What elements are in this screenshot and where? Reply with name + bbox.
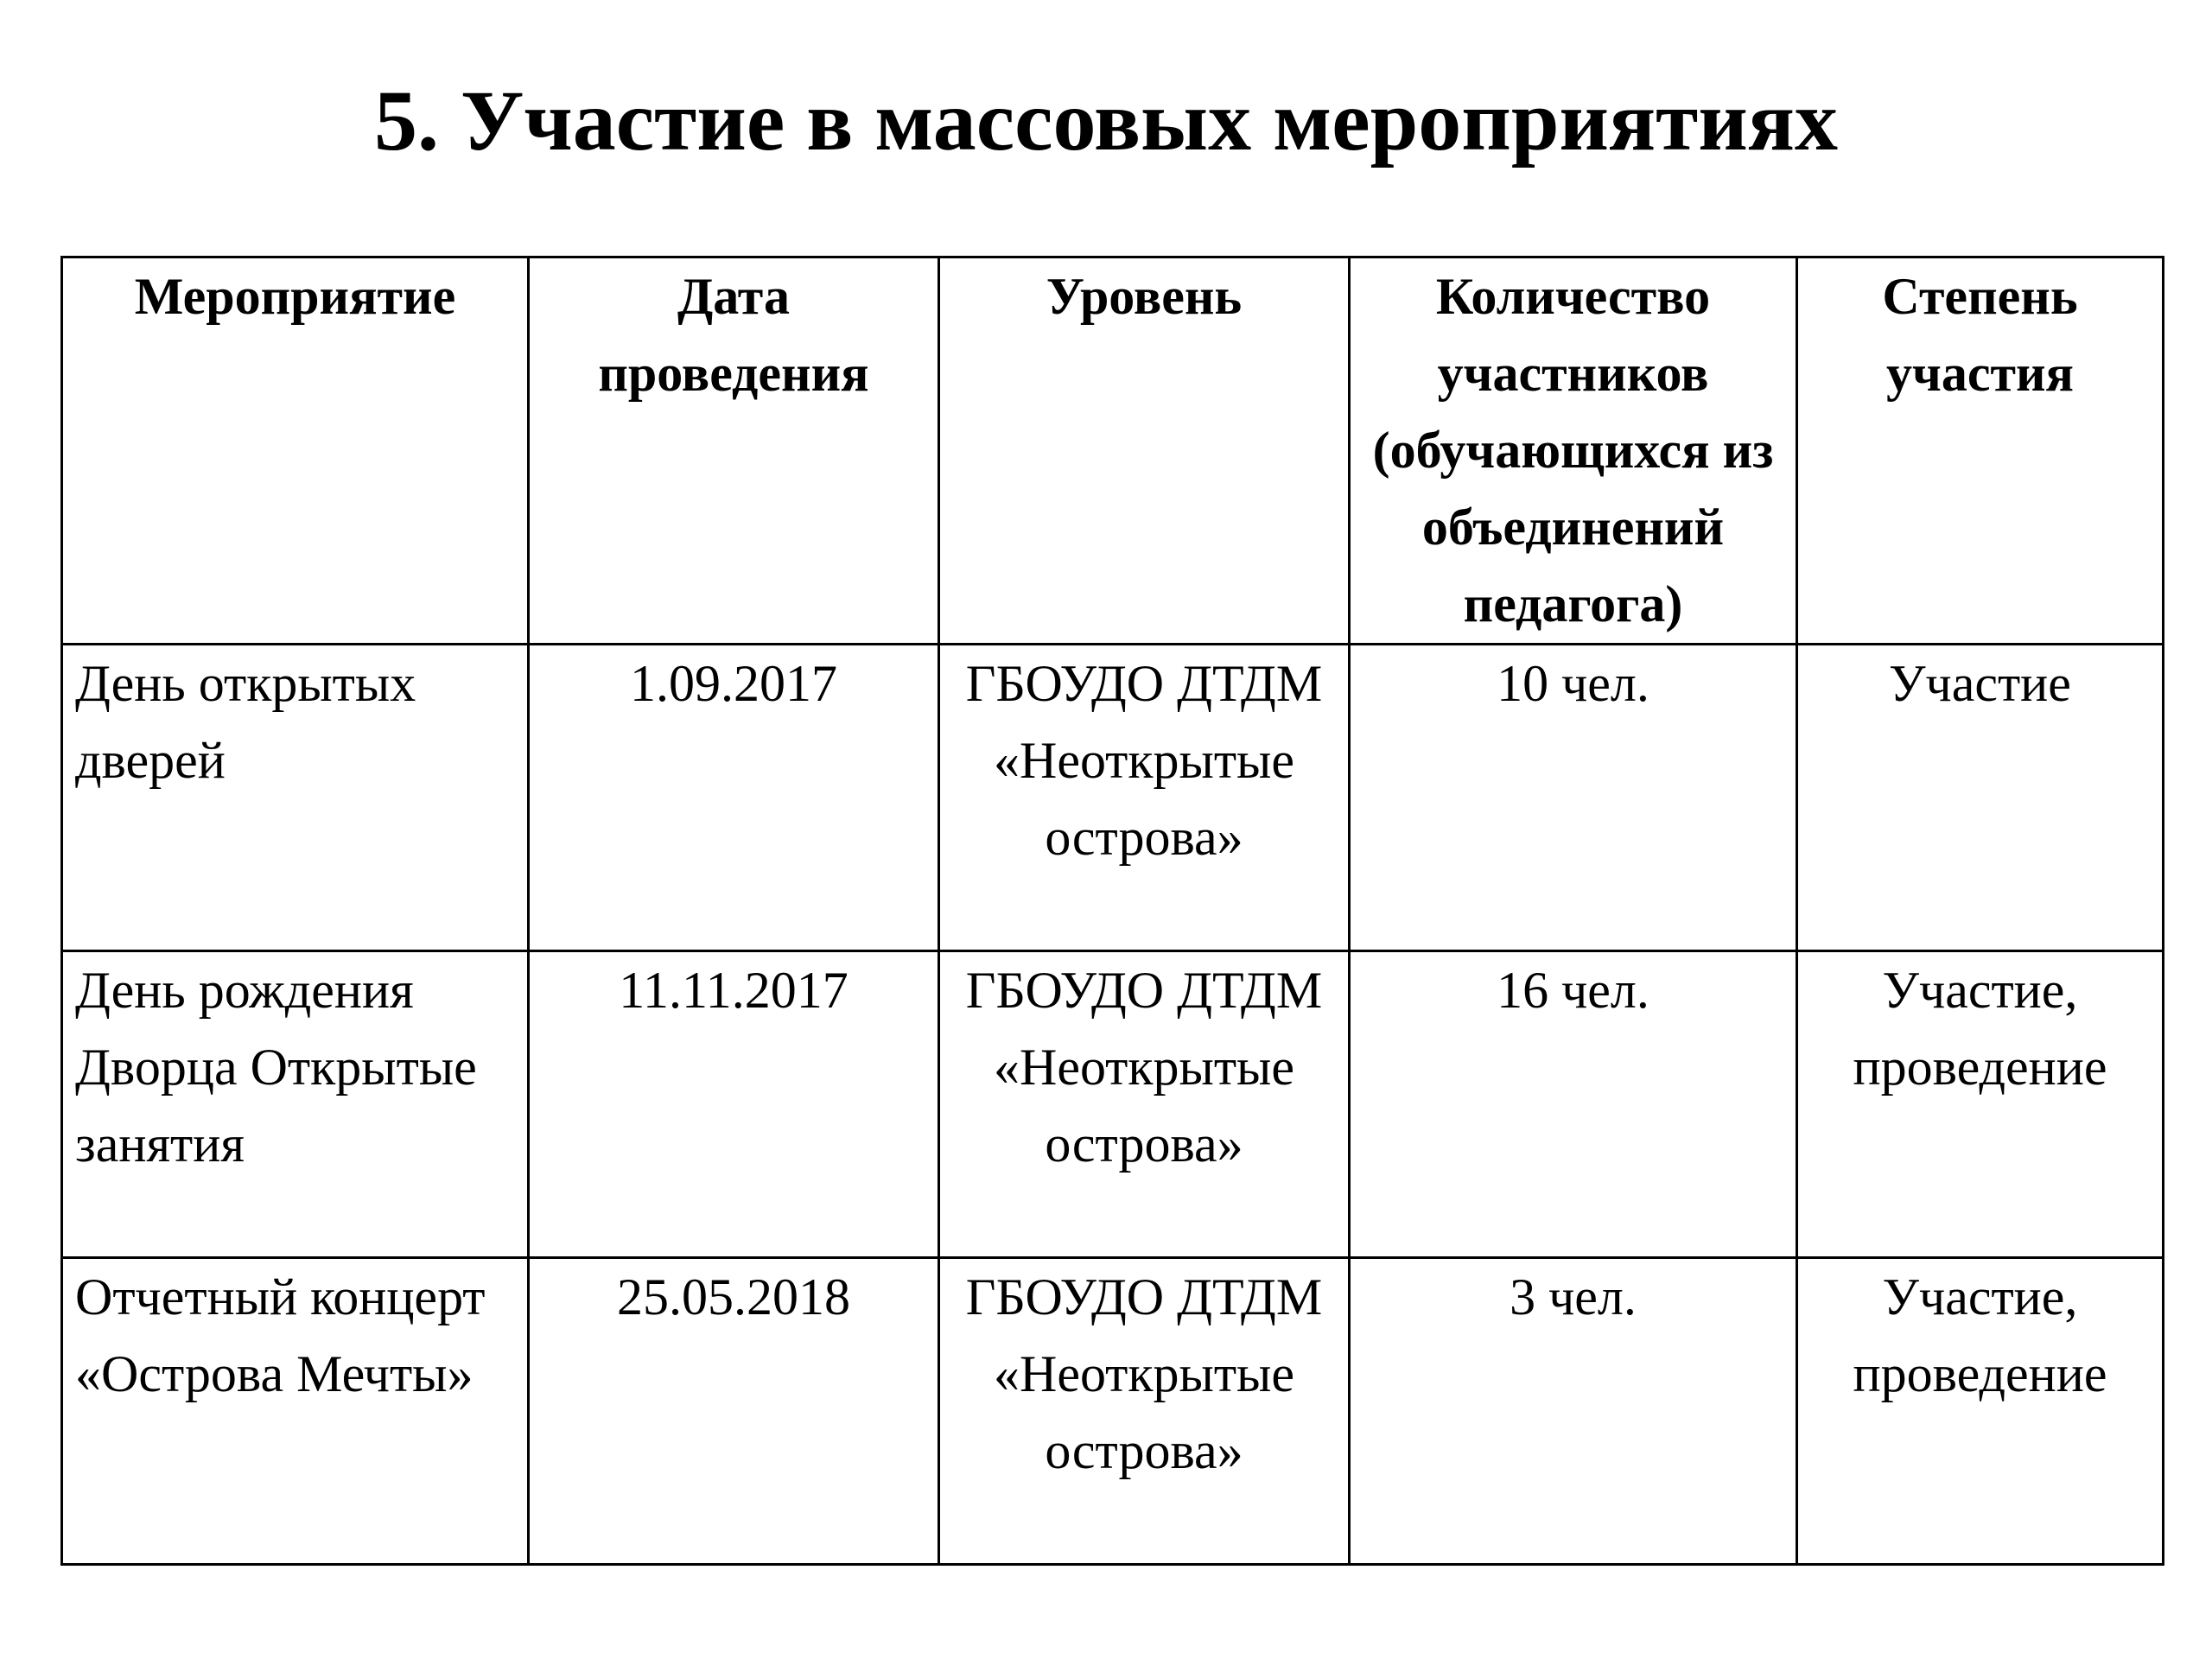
cell-level: ГБОУДО ДТДМ «Неоткрытые острова» — [939, 645, 1350, 951]
cell-event: День открытых дверей — [62, 645, 529, 951]
header-degree: Степень участия — [1797, 257, 2164, 645]
table-row — [62, 645, 2164, 951]
cell-participants: 10 чел. — [1350, 645, 1797, 951]
cell-date: 11.11.2017 — [529, 951, 939, 1258]
header-date: Дата проведения — [529, 257, 939, 645]
table-header-row — [62, 257, 2164, 645]
header-level: Уровень — [939, 257, 1350, 645]
cell-degree: Участие, проведение — [1797, 951, 2164, 1258]
cell-degree: Участие — [1797, 645, 2164, 951]
cell-participants: 3 чел. — [1350, 1258, 1797, 1565]
header-participants: Количество участников (обучающихся из объединений педагога) — [1350, 257, 1797, 645]
cell-level: ГБОУДО ДТДМ «Неоткрытые острова» — [939, 1258, 1350, 1565]
cell-level: ГБОУДО ДТДМ «Неоткрытые острова» — [939, 951, 1350, 1258]
cell-date: 25.05.2018 — [529, 1258, 939, 1565]
cell-degree: Участие, проведение — [1797, 1258, 2164, 1565]
events-table — [60, 256, 2164, 1566]
cell-participants: 16 чел. — [1350, 951, 1797, 1258]
page-title: 5. Участие в массовых мероприятиях — [374, 73, 1838, 168]
table-row — [62, 951, 2164, 1258]
header-event: Мероприятие — [62, 257, 529, 645]
cell-event: День рождения Дворца Открытые занятия — [62, 951, 529, 1258]
cell-event: Отчетный концерт «Острова Мечты» — [62, 1258, 529, 1565]
cell-date: 1.09.2017 — [529, 645, 939, 951]
table-row — [62, 1258, 2164, 1565]
